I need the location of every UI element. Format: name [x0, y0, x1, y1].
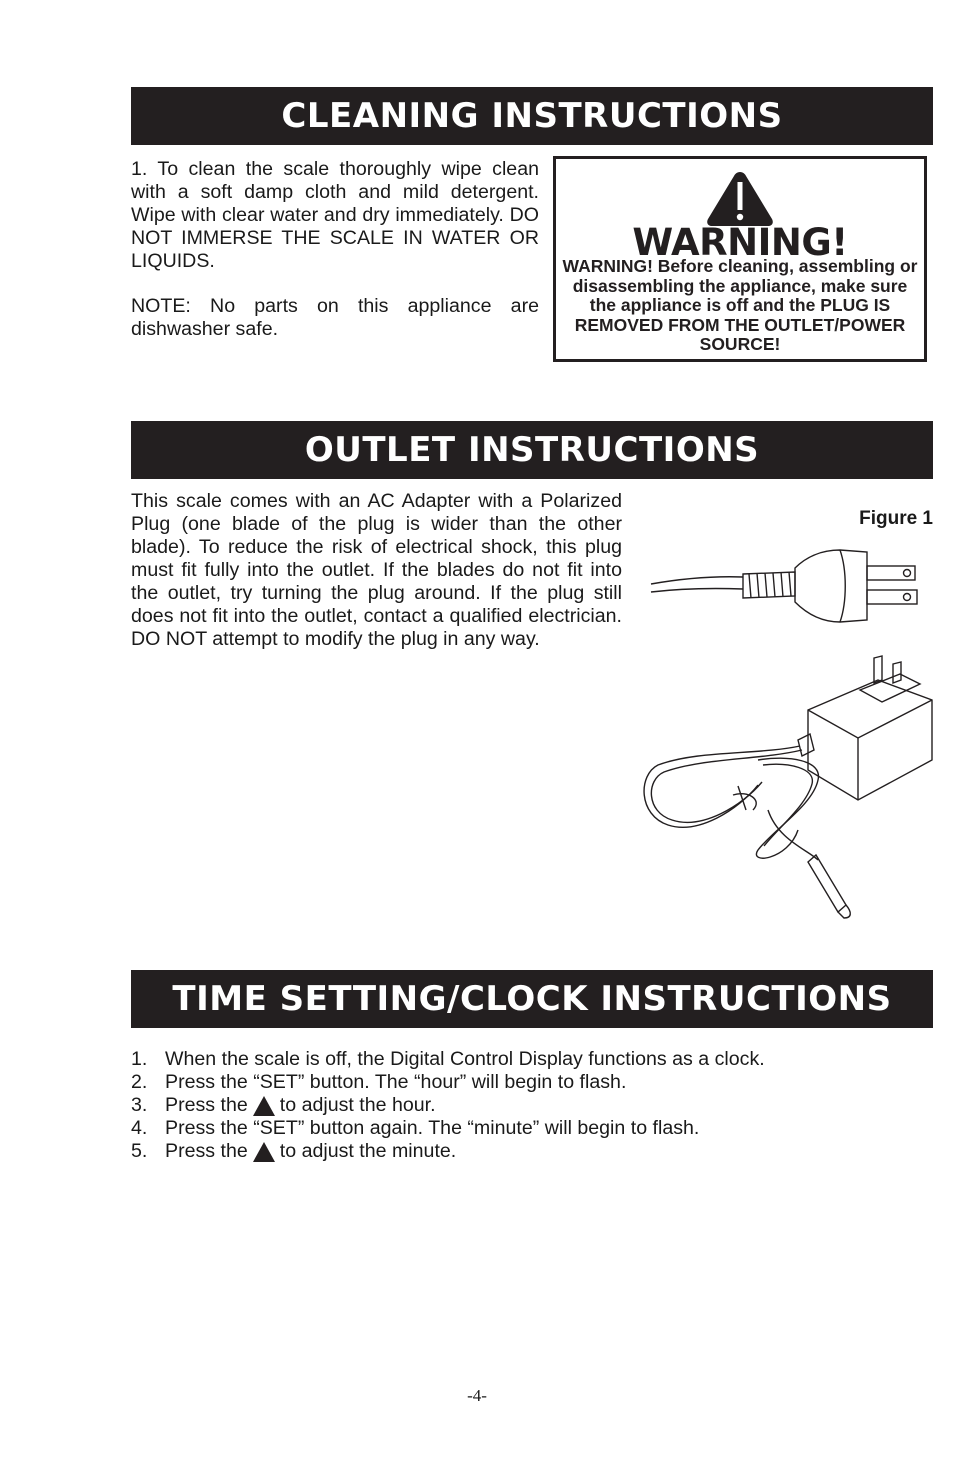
figure-label: Figure 1	[859, 508, 933, 529]
polarized-plug-illustration	[645, 540, 930, 630]
list-item: 3. Press the to adjust the hour.	[131, 1094, 436, 1116]
clock-header: TIME SETTING/CLOCK INSTRUCTIONS	[131, 970, 933, 1028]
list-item: 2. Press the “SET” button. The “hour” will begin to flash.	[131, 1071, 627, 1093]
list-item: 5. Press the to adjust the minute.	[131, 1140, 457, 1162]
cleaning-header: CLEANING INSTRUCTIONS	[131, 87, 933, 145]
page-number: -4-	[467, 1386, 487, 1405]
list-item: 1. When the scale is off, the Digital Control Display functions as a clock.	[131, 1048, 765, 1070]
warning-box	[553, 156, 927, 362]
cleaning-note: NOTE: No parts on this appliance are dishwasher safe.	[131, 295, 539, 340]
clock-steps-list	[131, 1048, 765, 1163]
warning-heading: WARNING!	[632, 221, 848, 264]
list-item: 4. Press the “SET” button again. The “minute” will begin to flash.	[131, 1117, 700, 1139]
warning-text: WARNING! Before cleaning, assembling or disassembling the appliance, make sure the appliance is off and the PLUG IS REMOVED FROM THE OUTLET/POWER SOURCE!	[562, 256, 918, 354]
ac-adapter-illustration	[638, 650, 938, 925]
outlet-paragraph: This scale comes with an AC Adapter with a Polarized Plug (one blade of the plug is wider than the other blade). To reduce the risk of electrical shock, this plug must fit fully into the outlet. If the blades do not fit into the outlet, try turning the plug around. If the plug still does not fit into the outlet, contact a qualified electrician. DO NOT attempt to modify the plug in any way.	[131, 490, 622, 650]
up-arrow-icon	[252, 1095, 276, 1117]
up-arrow-icon	[252, 1141, 276, 1163]
outlet-header: OUTLET INSTRUCTIONS	[131, 421, 933, 479]
cleaning-paragraph: 1. To clean the scale thoroughly wipe clean with a soft damp cloth and mild detergent. Wipe with clear water and dry immediately. DO NOT IMMERSE THE SCALE IN WATER OR LIQUIDS.	[131, 158, 539, 272]
warning-triangle-icon	[706, 169, 774, 227]
